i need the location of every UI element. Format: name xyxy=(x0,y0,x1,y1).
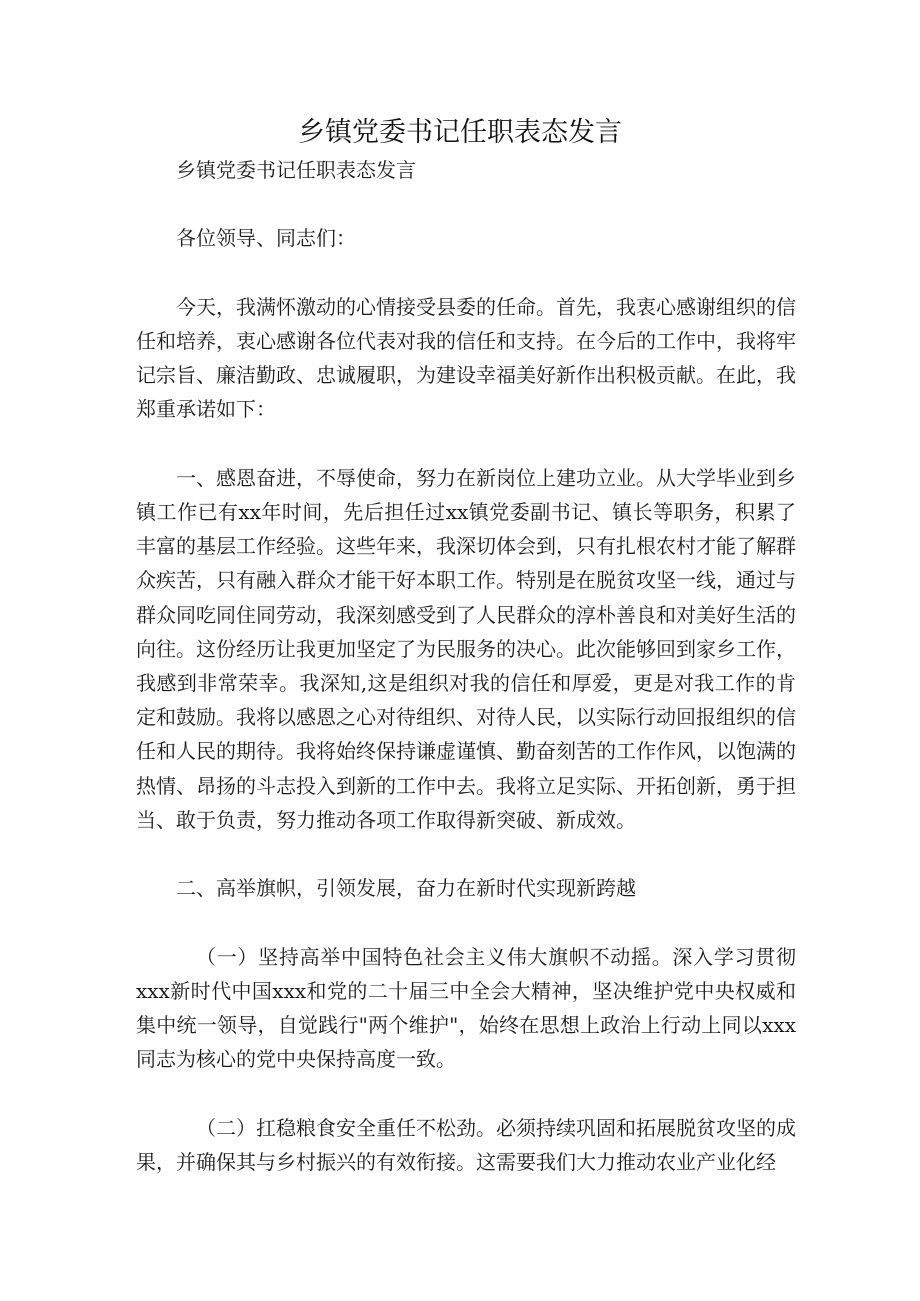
document-body xyxy=(136,153,796,1213)
subsection-one-paragraph: （一）坚持高举中国特色社会主义伟大旗帜不动摇。深入学习贯彻xxx新时代中国xxx和党的二十届三中全会大精神，坚决维护党中央权威和集中统一领导，自觉践行"两个维护"，始终在思想上政治上行动上同以xxx同志为核心的党中央保持高度一致。 xyxy=(136,944,796,1072)
document-title: 乡镇党委书记任职表态发言 xyxy=(298,117,622,148)
section-two-heading: 二、高举旗帜，引领发展，奋力在新时代实现新跨越 xyxy=(176,876,636,901)
salutation-paragraph: 各位领导、同志们： xyxy=(176,226,356,251)
section-one-paragraph: 一、感恩奋进，不辱使命，努力在新岗位上建功立业。从大学毕业到乡镇工作已有xx年时间，先后担任过xx镇党委副书记、镇长等职务，积累了丰富的基层工作经验。这些年来，我深切体会到，只有扎根农村才能了解群众疾苦，只有融入群众才能干好本职工作。特别是在脱贫攻坚一线，通过与群众同吃同住同劳动，我深刻感受到了人民群众的淳朴善良和对美好生活的向往。这份经历让我更加坚定了为民服务的决心。此次能够回到家乡工作，我感到非常荣幸。我深知,这是组织对我的信任和厚爱，更是对我工作的肯定和鼓励。我将以感恩之心对待组织、对待人民，以实际行动回报组织的信任和人民的期待。我将始终保持谦虚谨慎、勤奋刻苦的工作作风，以饱满的热情、昂扬的斗志投入到新的工作中去。我将立足实际、开拓创新，勇于担当、敢于负责，努力推动各项工作取得新突破、新成效。 xyxy=(136,465,796,832)
subtitle-paragraph: 乡镇党委书记任职表态发言 xyxy=(176,158,416,182)
subsection-two-paragraph: （二）扛稳粮食安全重任不松劲。必须持续巩固和拓展脱贫攻坚的成果，并确保其与乡村振兴的有效衔接。这需要我们大力推动农业产业化经 xyxy=(136,1115,796,1174)
intro-paragraph: 今天，我满怀激动的心情接受县委的任命。首先，我衷心感谢组织的信任和培养，衷心感谢各位代表对我的信任和支持。在今后的工作中，我将牢记宗旨、廉洁勤政、忠诚履职，为建设幸福美好新作出积极贡献。在此，我郑重承诺如下： xyxy=(136,294,796,422)
